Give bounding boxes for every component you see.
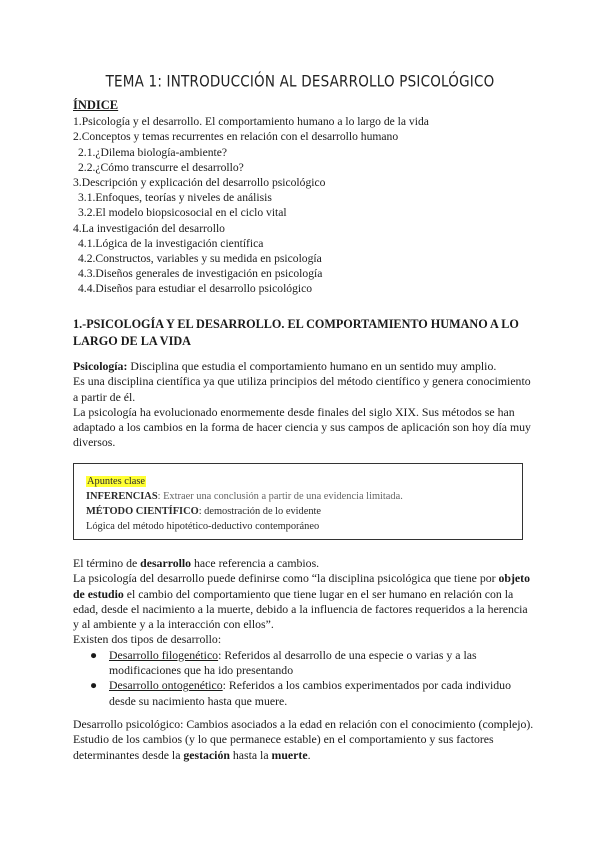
class-notes-box [73, 463, 523, 540]
paragraph: Es una disciplina científica ya que utiliza principios del método científico y genera conocimiento a partir de él. [73, 374, 531, 404]
toc-subitem: 4.2.Constructos, variables y su medida en psicología [78, 252, 322, 266]
definition-term: Psicología: [73, 359, 128, 373]
toc-subitem: 4.3.Diseños generales de investigación en psicología [78, 267, 323, 281]
notes-text: : demostración de lo evidente [198, 506, 322, 517]
text-run: : Referidos a los cambios experimentados por cada individuo desde su nacimiento hasta que muere. [109, 678, 511, 708]
notes-text: : Extraer una conclusión a partir de una evidencia limitada. [157, 491, 403, 502]
psychological-development-block [73, 717, 535, 763]
table-of-contents [73, 98, 553, 297]
toc-item: 2.Conceptos y temas recurrentes en relación con el desarrollo humano [73, 130, 399, 144]
notes-label: Apuntes clase [87, 476, 145, 487]
text-run: . [307, 747, 311, 762]
bold-term: muerte [271, 747, 308, 762]
text-run: el cambio del comportamiento que tiene lugar en el ser humano en relación con la edad, desde el nacimiento a la muerte, debido a la influencia de factores requeridos a la herencia y al ambiente y a la interacción con ellos”. [73, 586, 528, 632]
bold-term: objeto de estudio [73, 571, 530, 601]
toc-item: 1.Psicología y el desarrollo. El comportamiento humano a lo largo de la vida [73, 115, 429, 129]
development-types-list [73, 648, 535, 709]
paragraph: Desarrollo psicológico: Cambios asociados a la edad en relación con el conocimiento (complejo). [73, 717, 534, 731]
section-heading: 1.-PSICOLOGÍA Y EL DESARROLLO. EL COMPORTAMIENTO HUMANO A LO LARGO DE LA VIDA [73, 317, 519, 348]
bold-term: desarrollo [140, 556, 192, 570]
list-item [73, 678, 535, 709]
paragraph: La psicología ha evolucionado enormemente desde finales del siglo XIX. Sus métodos se han adaptado a los cambios en la forma de hacer ciencia y sus campos de aplicación son hoy día muy diversos. [73, 404, 531, 450]
desarrollo-block [73, 556, 535, 709]
text-run: hasta la [229, 747, 272, 762]
notes-term: MÉTODO CIENTÍFICO [86, 506, 199, 517]
toc-heading: ÍNDICE [73, 98, 119, 112]
document-title: TEMA 1: INTRODUCCIÓN AL DESARROLLO PSICOLÓGICO [105, 72, 495, 92]
underlined-term: Desarrollo filogenético [109, 647, 219, 662]
paragraph: Existen dos tipos de desarrollo: [73, 632, 222, 647]
list-item [73, 648, 535, 679]
notes-line: Lógica del método hipotético-deductivo contemporáneo [86, 521, 320, 532]
bold-term: gestación [183, 747, 230, 762]
underlined-term: Desarrollo ontogenético [109, 678, 223, 693]
text-run: El término de [73, 556, 141, 570]
text-run: Estudio de los cambios (y lo que permanece estable) en el comportamiento y sus factores determinantes desde la [73, 732, 494, 762]
toc-subitem: 3.2.El modelo biopsicosocial en el ciclo vital [78, 206, 287, 220]
paragraph [73, 571, 535, 632]
bullet-icon: ● [90, 678, 98, 693]
paragraph [73, 732, 535, 763]
toc-subitem: 2.2.¿Cómo transcurre el desarrollo? [78, 160, 244, 174]
toc-item: 4.La investigación del desarrollo [73, 221, 225, 235]
psicologia-definition-block [73, 359, 535, 451]
text-run: : Referidos al desarrollo de una especie o varias y a las modificaciones que ha ido presentando [109, 647, 477, 678]
paragraph [73, 556, 535, 571]
text-run: La psicología del desarrollo puede definirse como “la disciplina psicológica que tiene por [73, 571, 499, 586]
toc-item: 3.Descripción y explicación del desarrollo psicológico [73, 176, 326, 190]
toc-subitem: 3.1.Enfoques, teorías y niveles de análisis [78, 191, 272, 205]
bullet-icon: ● [90, 647, 98, 662]
toc-subitem: 4.4.Diseños para estudiar el desarrollo psicológico [78, 282, 313, 296]
text-run: hace referencia a cambios. [191, 556, 320, 570]
notes-term: INFERENCIAS [86, 491, 158, 502]
definition-paragraph [73, 359, 535, 374]
toc-subitem: 4.1.Lógica de la investigación científica [78, 236, 264, 250]
definition-text: Disciplina que estudia el comportamiento humano en un sentido muy amplio. [127, 359, 497, 373]
toc-subitem: 2.1.¿Dilema biología-ambiente? [78, 145, 228, 159]
